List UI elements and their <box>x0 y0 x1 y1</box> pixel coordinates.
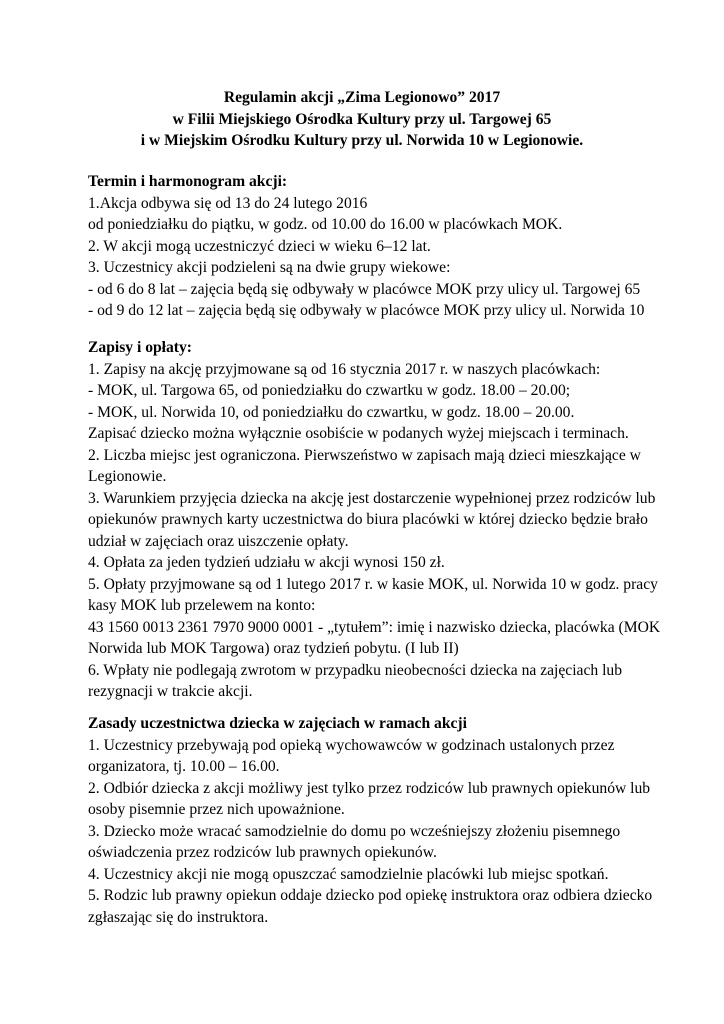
paragraph-line: osoby pisemnie przez nich upoważnione. <box>88 801 345 818</box>
paragraph-line: 3. Warunkiem przyjęcia dziecka na akcję jest dostarczenie wypełnionej przez rodziców lub <box>88 489 656 507</box>
section-participation-rules <box>88 713 653 928</box>
section-heading: Zapisy i opłaty: <box>88 339 192 356</box>
paragraph-line: rezygnacji w trakcie akcji. <box>88 683 253 700</box>
document-title <box>0 87 724 152</box>
title-line-2: w Filii Miejskiego Ośrodka Kultury przy ul. Targowej 65 <box>172 110 552 128</box>
paragraph-line: - od 6 do 8 lat – zajęcia będą się odbywały w placówce MOK przy ulicy ul. Targowej 65 <box>88 280 641 298</box>
paragraph-line: zgłaszając się do instruktora. <box>88 908 269 926</box>
paragraph-line: - od 9 do 12 lat – zajęcia będą się odbywały w placówce MOK przy ulicy ul. Norwida 10 <box>88 302 645 319</box>
paragraph-line: - MOK, ul. Targowa 65, od poniedziałku do czwartku w godz. 18.00 – 20.00; <box>88 382 571 399</box>
paragraph-line: Zapisać dziecko można wyłącznie osobiście w podanych wyżej miejscach i terminach. <box>88 425 629 442</box>
section-heading: Termin i harmonogram akcji: <box>88 173 288 190</box>
paragraph-line: 2. Odbiór dziecka z akcji możliwy jest tylko przez rodziców lub prawnych opiekunów lub <box>88 779 651 797</box>
paragraph-line: Norwida lub MOK Targowa) oraz tydzień pobytu. (I lub II) <box>88 640 459 657</box>
title-line-1: Regulamin akcji „Zima Legionowo” 2017 <box>223 89 501 106</box>
paragraph-line: 5. Opłaty przyjmowane są od 1 lutego 2017 r. w kasie MOK, ul. Norwida 10 w godz. pracy <box>88 575 658 593</box>
paragraph-line: kasy MOK lub przelewem na konto: <box>88 597 316 614</box>
paragraph-line: 1. Uczestnicy przebywają pod opieką wychowawców w godzinach ustalonych przez <box>88 736 615 754</box>
title-line-3: i w Miejskim Ośrodku Kultury przy ul. Norwida 10 w Legionowie. <box>140 132 584 149</box>
paragraph-line: udział w zajęciach oraz uiszczenie opłaty. <box>88 532 349 550</box>
paragraph-line: Legionowie. <box>88 468 167 485</box>
paragraph-line: opiekunów prawnych karty uczestnictwa do biura placówki w której dziecko będzie brało <box>88 511 648 528</box>
paragraph-line: 2. W akcji mogą uczestniczyć dzieci w wieku 6–12 lat. <box>88 237 431 255</box>
paragraph-line: 1. Zapisy na akcję przyjmowane są od 16 stycznia 2017 r. w naszych placówkach: <box>88 360 601 378</box>
section-registration-fees <box>88 337 661 703</box>
paragraph-line: 6. Wpłaty nie podlegają zwrotom w przypadku nieobecności dziecka na zajęciach lub <box>88 661 623 679</box>
paragraph-line: 1.Akcja odbywa się od 13 do 24 lutego 2016 <box>88 194 368 212</box>
paragraph-line: 4. Uczestnicy akcji nie mogą opuszczać samodzielnie placówki lub miejsc spotkań. <box>88 865 609 883</box>
paragraph-line: organizatora, tj. 10.00 – 16.00. <box>88 758 280 775</box>
paragraph-line: - MOK, ul. Norwida 10, od poniedziałku do czwartku, w godz. 18.00 – 20.00. <box>88 403 575 421</box>
paragraph-line: 5. Rodzic lub prawny opiekun oddaje dziecko pod opiekę instruktora oraz odbiera dziecko <box>88 887 653 904</box>
paragraph-line: 2. Liczba miejsc jest ograniczona. Pierwszeństwo w zapisach mają dzieci mieszkające w <box>88 446 641 464</box>
paragraph-line: 43 1560 0013 2361 7970 9000 0001 - „tytułem”: imię i nazwisko dziecka, placówka (MOK <box>88 618 661 636</box>
paragraph-line: 3. Uczestnicy akcji podzieleni są na dwie grupy wiekowe: <box>88 259 451 276</box>
paragraph-line: oświadczenia przez rodziców lub prawnych opiekunów. <box>88 844 437 861</box>
paragraph-line: 3. Dziecko może wracać samodzielnie do domu po wcześniejszy złożeniu pisemnego <box>88 822 621 840</box>
section-heading: Zasady uczestnictwa dziecka w zajęciach w ramach akcji <box>88 715 467 732</box>
section-schedule <box>88 171 648 322</box>
paragraph-line: od poniedziałku do piątku, w godz. od 10.00 do 16.00 w placówkach MOK. <box>88 216 563 233</box>
paragraph-line: 4. Opłata za jeden tydzień udziału w akcji wynosi 150 zł. <box>88 554 445 571</box>
